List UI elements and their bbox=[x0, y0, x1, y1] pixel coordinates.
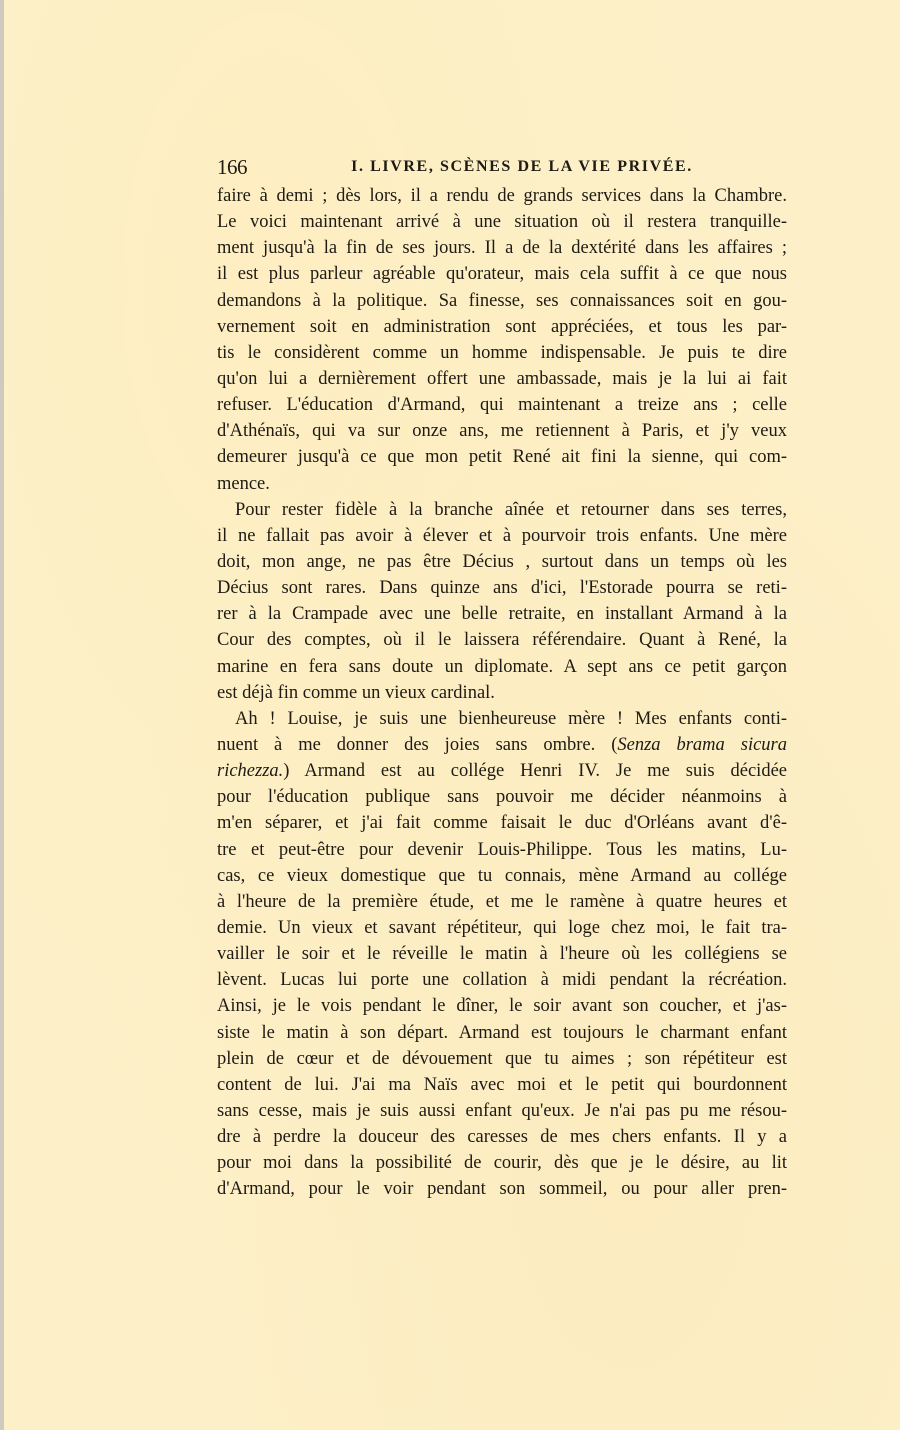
text-line: Décius sont rares. Dans quinze ans d'ici, l'Estorade pourra se reti- bbox=[217, 578, 787, 599]
text-line: demandons à la politique. Sa finesse, ses connaissances soit en gou- bbox=[217, 290, 787, 311]
text-line: vernement soit en administration sont appréciées, et tous les par- bbox=[217, 316, 787, 337]
body-text bbox=[217, 183, 787, 1202]
text-line: Pour rester fidèle à la branche aînée et retourner dans ses terres, bbox=[235, 499, 787, 520]
italic-quote: richezza. bbox=[217, 761, 284, 782]
text-line: Le voici maintenant arrivé à une situation où il restera tranquille- bbox=[217, 212, 787, 233]
text-line: lèvent. Lucas lui porte une collation à midi pendant la récréation. bbox=[217, 970, 787, 991]
text-line: dre à perdre la douceur des caresses de mes chers enfants. Il y a bbox=[217, 1127, 787, 1148]
italic-quote: Senza brama sicura bbox=[617, 734, 787, 755]
text-line: faire à demi ; dès lors, il a rendu de grands services dans la Chambre. bbox=[217, 186, 787, 206]
text-fragment: nuent à me donner des joies sans ombre. ( bbox=[217, 734, 618, 755]
text-line-with-italic bbox=[217, 758, 787, 784]
text-line: d'Armand, pour le voir pendant son sommeil, ou pour aller pren- bbox=[217, 1179, 787, 1200]
text-line: m'en séparer, et j'ai fait comme faisait le duc d'Orléans avant d'ê- bbox=[217, 813, 787, 834]
text-line: demeurer jusqu'à ce que mon petit René ait fini la sienne, qui com- bbox=[217, 447, 787, 468]
text-line-with-italic bbox=[217, 732, 787, 758]
text-line: pour l'éducation publique sans pouvoir me décider néanmoins à bbox=[217, 787, 787, 808]
text-line: d'Athénaïs, qui va sur onze ans, me retiennent à Paris, et j'y veux bbox=[217, 421, 787, 442]
text-line: rer à la Crampade avec une belle retraite, en installant Armand à la bbox=[217, 604, 787, 625]
text-line: siste le matin à son départ. Armand est toujours le charmant enfant bbox=[217, 1022, 787, 1043]
text-line: demie. Un vieux et savant répétiteur, qui loge chez moi, le fait tra- bbox=[217, 917, 787, 938]
text-line: Cour des comptes, où il le laissera référendaire. Quant à René, la bbox=[217, 630, 787, 651]
text-line: plein de cœur et de dévouement que tu aimes ; son répétiteur est bbox=[217, 1048, 787, 1069]
text-line: sans cesse, mais je suis aussi enfant qu'eux. Je n'ai pas pu me résou- bbox=[217, 1100, 787, 1121]
text-line: qu'on lui a dernièrement offert une ambassade, mais je la lui ai fait bbox=[217, 368, 787, 389]
text-line: pour moi dans la possibilité de courir, dès que je le désire, au lit bbox=[217, 1153, 787, 1174]
text-line: mence. bbox=[217, 473, 270, 494]
text-line: content de lui. J'ai ma Naïs avec moi et le petit qui bourdonnent bbox=[217, 1074, 787, 1095]
paragraph-3 bbox=[217, 706, 787, 1203]
text-line: vailler le soir et le réveille le matin à l'heure où les collégiens se bbox=[217, 944, 787, 965]
text-line: tre et peut-être pour devenir Louis-Philippe. Tous les matins, Lu- bbox=[217, 839, 787, 860]
text-line: marine en fera sans doute un diplomate. A sept ans ce petit garçon bbox=[217, 656, 787, 677]
text-line: ment jusqu'à la fin de ses jours. Il a de la dextérité dans les affaires ; bbox=[217, 238, 787, 259]
text-fragment: ) Armand est au collége Henri IV. Je me suis décidée bbox=[283, 761, 787, 782]
text-line: il est plus parleur agréable qu'orateur, mais cela suffit à ce que nous bbox=[217, 264, 787, 285]
running-head bbox=[217, 153, 787, 181]
text-line: Ah ! Louise, je suis une bienheureuse mère ! Mes enfants conti- bbox=[235, 708, 787, 729]
text-line: Ainsi, je le vois pendant le dîner, le soir avant son coucher, et j'as- bbox=[217, 996, 787, 1017]
text-line: à l'heure de la première étude, et me le ramène à quatre heures et bbox=[217, 891, 787, 912]
text-line: doit, mon ange, ne pas être Décius , surtout dans un temps où les bbox=[217, 551, 787, 572]
running-title: I. LIVRE, SCÈNES DE LA VIE PRIVÉE. bbox=[351, 158, 693, 175]
text-line: cas, ce vieux domestique que tu connais, mène Armand au collége bbox=[217, 865, 787, 886]
text-line: est déjà fin comme un vieux cardinal. bbox=[217, 682, 495, 703]
text-line: refuser. L'éducation d'Armand, qui maintenant a treize ans ; celle bbox=[217, 395, 787, 416]
text-line: il ne fallait pas avoir à élever et à pourvoir trois enfants. Une mère bbox=[217, 525, 787, 546]
paragraph-1 bbox=[217, 183, 787, 497]
paragraph-2 bbox=[217, 497, 787, 706]
page-number: 166 bbox=[217, 155, 247, 179]
text-line: tis le considèrent comme un homme indispensable. Je puis te dire bbox=[217, 342, 787, 363]
